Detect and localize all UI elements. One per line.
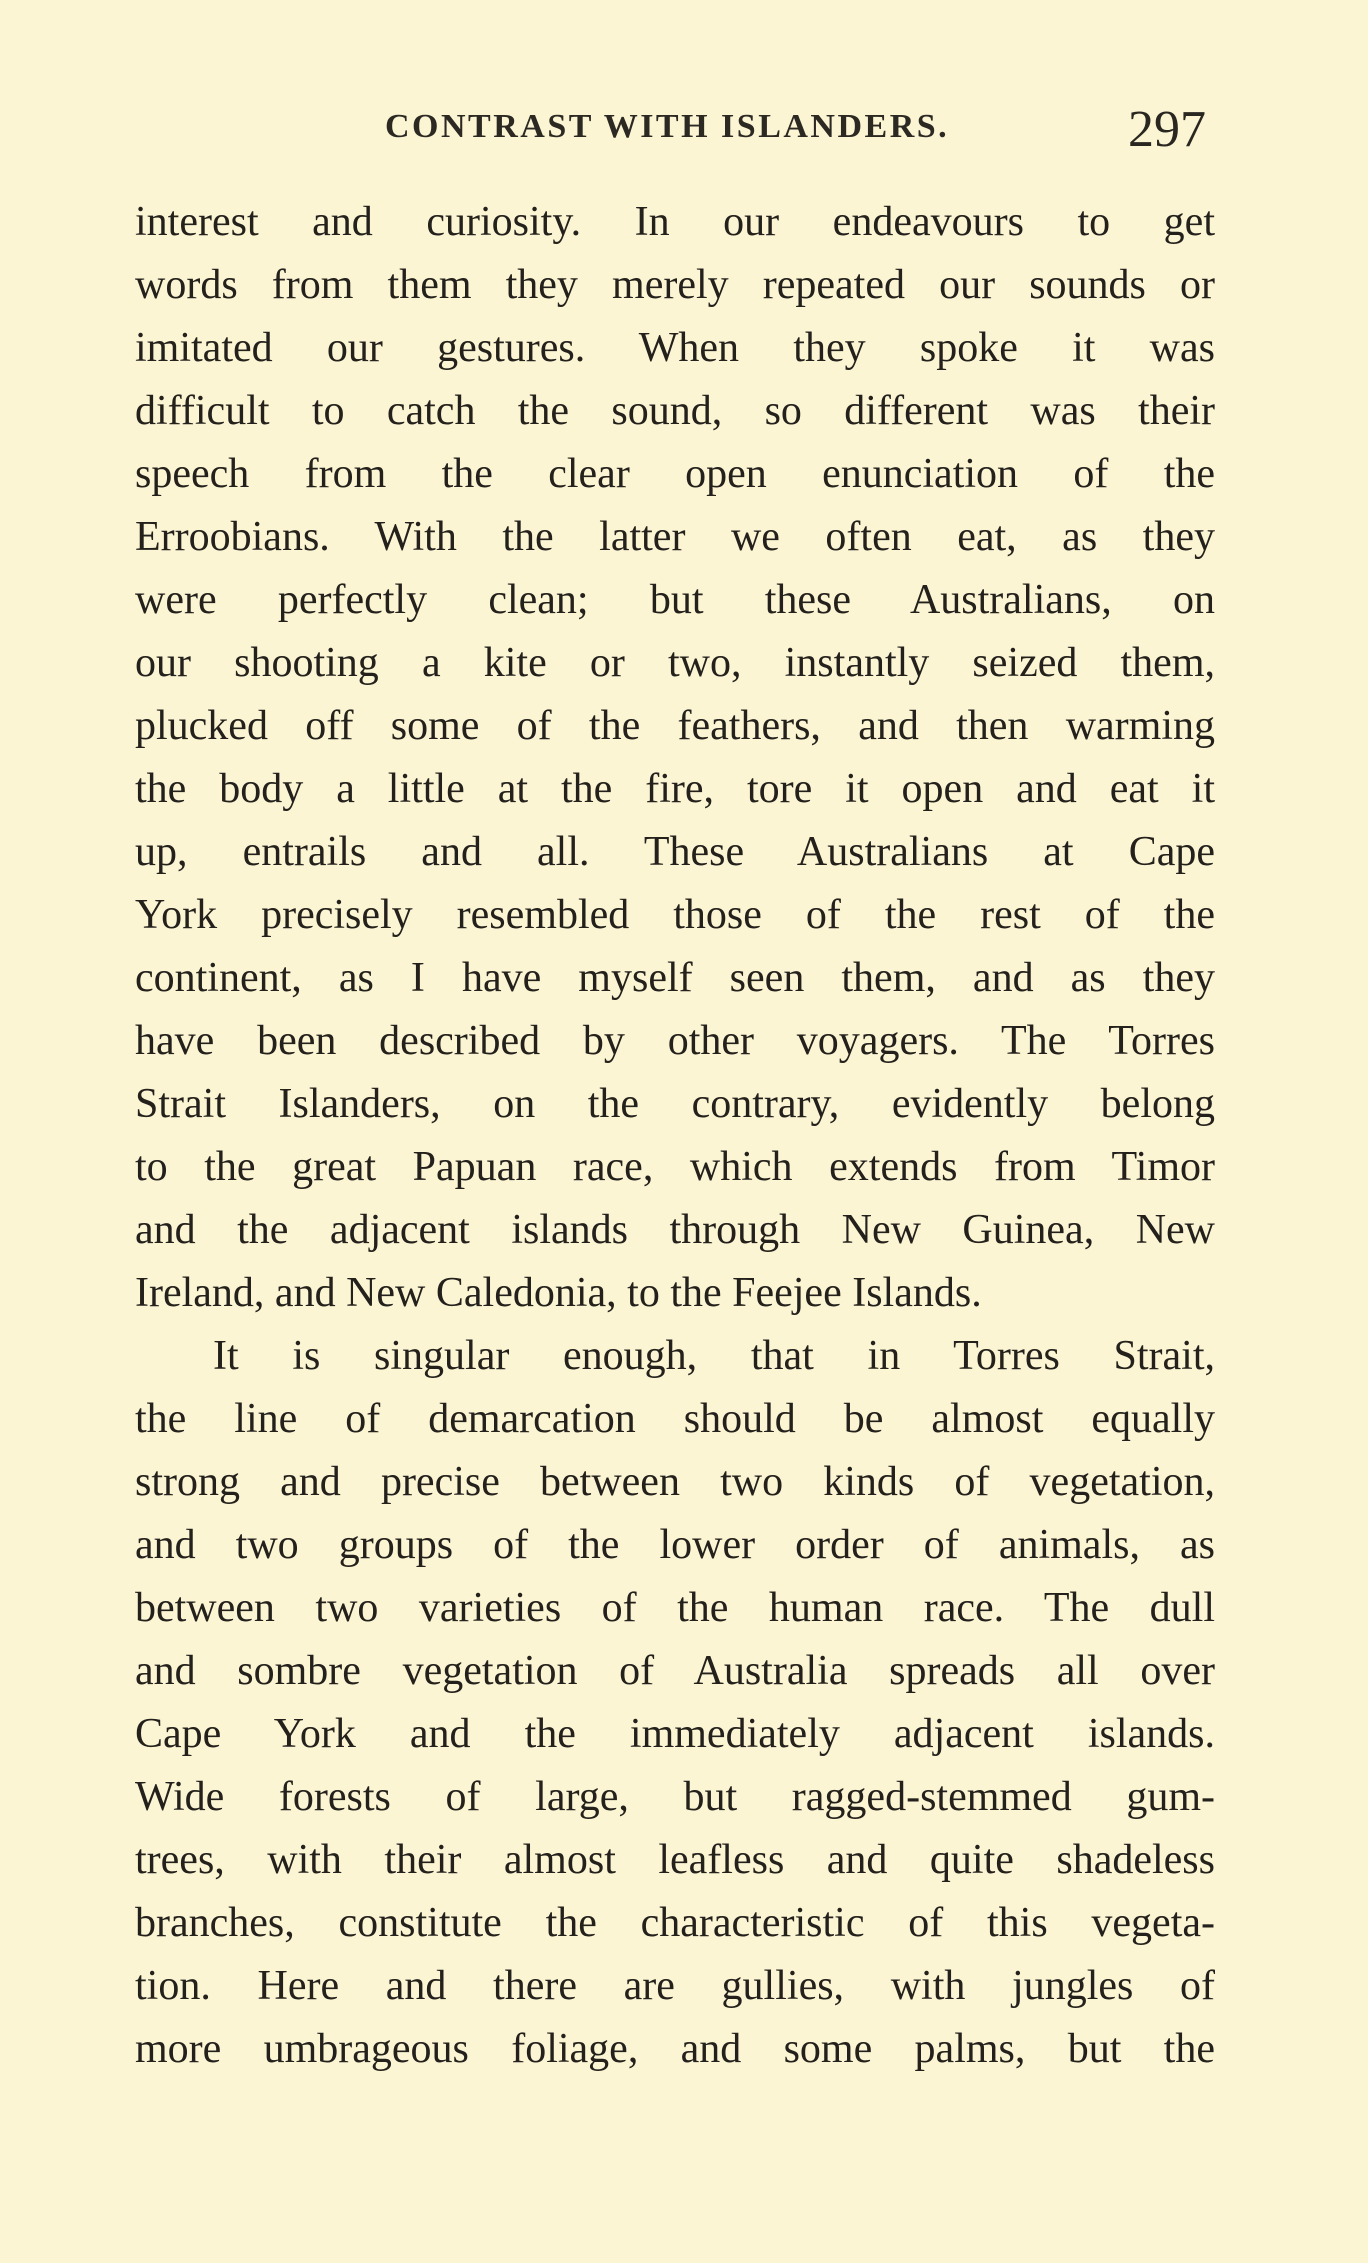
text-line-10: the body a little at the fire, tore it open and eat it [135, 766, 1215, 812]
text-line-4: difficult to catch the sound, so different was their [135, 388, 1215, 434]
text-line-18: Ireland, and New Caledonia, to the Feejee Islands. [135, 1270, 982, 1316]
text-line-14: have been described by other voyagers. The Torres [135, 1018, 1215, 1064]
page-number: 297 [1128, 101, 1206, 158]
text-line-30: more umbrageous foliage, and some palms, but the [135, 2026, 1215, 2072]
text-line-3: imitated our gestures. When they spoke it was [135, 325, 1215, 371]
text-line-5: speech from the clear open enunciation of the [135, 451, 1215, 497]
text-line-28: branches, constitute the characteristic of this vegeta- [135, 1900, 1215, 1946]
text-line-9: plucked off some of the feathers, and then warming [135, 703, 1215, 749]
text-line-19: It is singular enough, that in Torres Strait, [213, 1333, 1215, 1379]
running-head: CONTRAST WITH ISLANDERS. [385, 108, 950, 145]
text-line-27: trees, with their almost leafless and quite shadeless [135, 1837, 1215, 1883]
text-line-13: continent, as I have myself seen them, and as they [135, 955, 1215, 1001]
text-line-1: interest and curiosity. In our endeavours to get [135, 199, 1215, 245]
text-line-20: the line of demarcation should be almost equally [135, 1396, 1215, 1442]
text-line-29: tion. Here and there are gullies, with jungles of [135, 1963, 1215, 2009]
text-line-24: and sombre vegetation of Australia spreads all over [135, 1648, 1215, 1694]
text-line-8: our shooting a kite or two, instantly seized them, [135, 640, 1215, 686]
text-line-21: strong and precise between two kinds of vegetation, [135, 1459, 1215, 1505]
text-line-11: up, entrails and all. These Australians at Cape [135, 829, 1215, 875]
text-line-7: were perfectly clean; but these Australians, on [135, 577, 1215, 623]
text-line-15: Strait Islanders, on the contrary, evidently belong [135, 1081, 1215, 1127]
text-line-25: Cape York and the immediately adjacent islands. [135, 1711, 1215, 1757]
text-line-6: Erroobians. With the latter we often eat, as they [135, 514, 1215, 560]
text-line-22: and two groups of the lower order of animals, as [135, 1522, 1215, 1568]
text-line-17: and the adjacent islands through New Guinea, New [135, 1207, 1215, 1253]
text-line-12: York precisely resembled those of the rest of the [135, 892, 1215, 938]
text-line-23: between two varieties of the human race. The dull [135, 1585, 1215, 1631]
text-line-16: to the great Papuan race, which extends from Timor [135, 1144, 1215, 1190]
text-line-26: Wide forests of large, but ragged-stemmed gum- [135, 1774, 1215, 1820]
text-line-2: words from them they merely repeated our sounds or [135, 262, 1215, 308]
